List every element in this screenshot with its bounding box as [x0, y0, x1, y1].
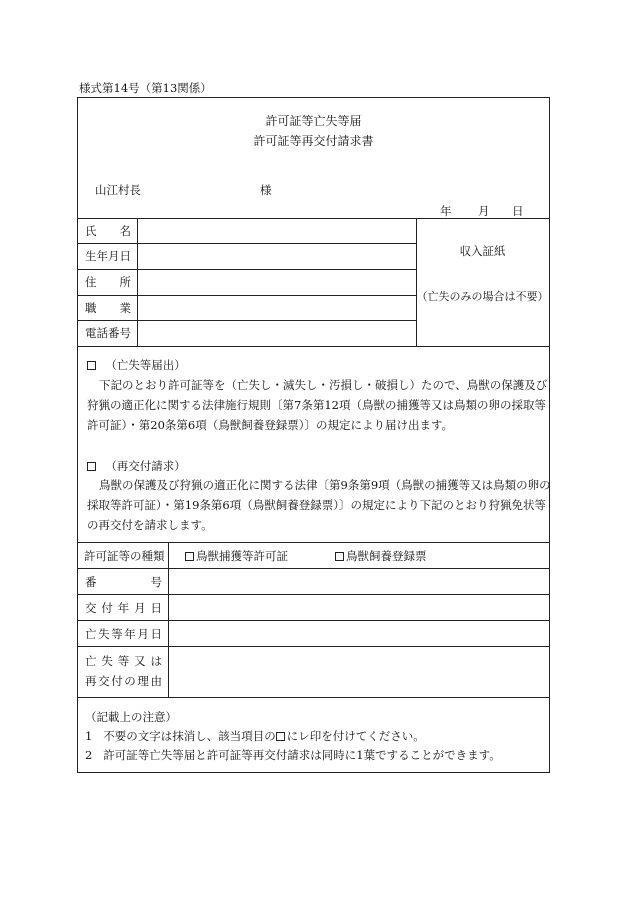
- form-frame: [77, 97, 550, 773]
- label-reason-line2: 再 交 付 の 理 由: [85, 674, 162, 688]
- honorific: 様: [260, 183, 272, 197]
- revenue-stamp-label: 収入証紙: [459, 244, 506, 258]
- loss-report-checkbox[interactable]: [87, 361, 96, 370]
- divider: [78, 346, 549, 347]
- note-item-2: 2 許可証等亡失等届と許可証等再交付請求は同時に1葉ですることができます。: [85, 748, 501, 762]
- divider: [78, 697, 549, 698]
- label-name: 氏 名: [85, 224, 131, 238]
- title-reissue-request: 許可証等再交付請求書: [253, 134, 374, 148]
- label-loss-date: 亡 失 等 年 月 日: [85, 627, 162, 641]
- date-day: 日: [512, 204, 524, 218]
- loss-date-field[interactable]: [169, 621, 548, 646]
- keeping-registration-checkbox[interactable]: [335, 552, 344, 561]
- loss-report-body: 下記のとおり許可証等を（亡失し・滅失し・汚損し・破損し）たので、鳥獣の保護及び 狩猟の適正化に関する法律施行規則〔第7条第12項（鳥獣の捕獲等又は鳥類の卵の採取等 許可証）・第20条第6項（鳥獣飼養登録票）〕の規定により届け出ます。: [87, 378, 548, 432]
- option-keeping-registration[interactable]: 鳥獣飼養登録票: [335, 549, 427, 563]
- revenue-stamp-note: （亡失のみの場合は不要）: [416, 290, 549, 303]
- label-reason-line1: 亡 失 等 又 は: [85, 654, 162, 668]
- reissue-request-body: 鳥獣の保護及び狩猟の適正化に関する法律〔第9条第9項（鳥獣の捕獲等又は鳥類の卵の 採取等許可証）・第19条第6項（鳥獣飼養登録票）〕の規定により下記のとおり狩猟免状等 の再交付を請求します。: [87, 478, 551, 532]
- label-permit-type: 許可証等の種類: [84, 549, 165, 563]
- note-item-1: 1 不要の文字は抹消し、該当項目の にレ印を付けてください。: [85, 729, 425, 743]
- date-month: 月: [478, 204, 490, 218]
- divider: [416, 218, 417, 346]
- label-birthdate: 生年月日: [85, 249, 131, 263]
- capture-permit-checkbox[interactable]: [185, 552, 194, 561]
- address-field[interactable]: [138, 270, 415, 295]
- checkbox-symbol-icon: [276, 732, 285, 741]
- divider: [78, 542, 549, 543]
- notes-heading: （記載上の注意）: [85, 710, 177, 724]
- option-capture-permit[interactable]: 鳥獣捕獲等許可証: [185, 549, 288, 563]
- label-phone: 電話番号: [85, 326, 131, 340]
- reissue-request-heading: （再交付請求）: [87, 459, 186, 473]
- issue-date-field[interactable]: [169, 595, 548, 620]
- addressee: 山江村長: [95, 183, 141, 197]
- phone-field[interactable]: [138, 321, 415, 345]
- label-address: 住 所: [85, 275, 131, 289]
- occupation-field[interactable]: [138, 296, 415, 320]
- reason-field[interactable]: [169, 647, 548, 697]
- label-number: 番 号: [85, 575, 162, 589]
- loss-report-heading: （亡失等届出）: [87, 358, 186, 372]
- label-occupation: 職 業: [85, 301, 131, 315]
- form-number: 様式第14号（第13関係）: [79, 81, 212, 95]
- label-issue-date: 交 付 年 月 日: [85, 601, 162, 615]
- permit-number-field[interactable]: [169, 569, 548, 594]
- date-year: 年: [440, 204, 452, 218]
- name-field[interactable]: [138, 219, 415, 243]
- title-loss-report: 許可証等亡失等届: [265, 114, 362, 128]
- birthdate-field[interactable]: [138, 244, 415, 269]
- reissue-request-checkbox[interactable]: [87, 462, 96, 471]
